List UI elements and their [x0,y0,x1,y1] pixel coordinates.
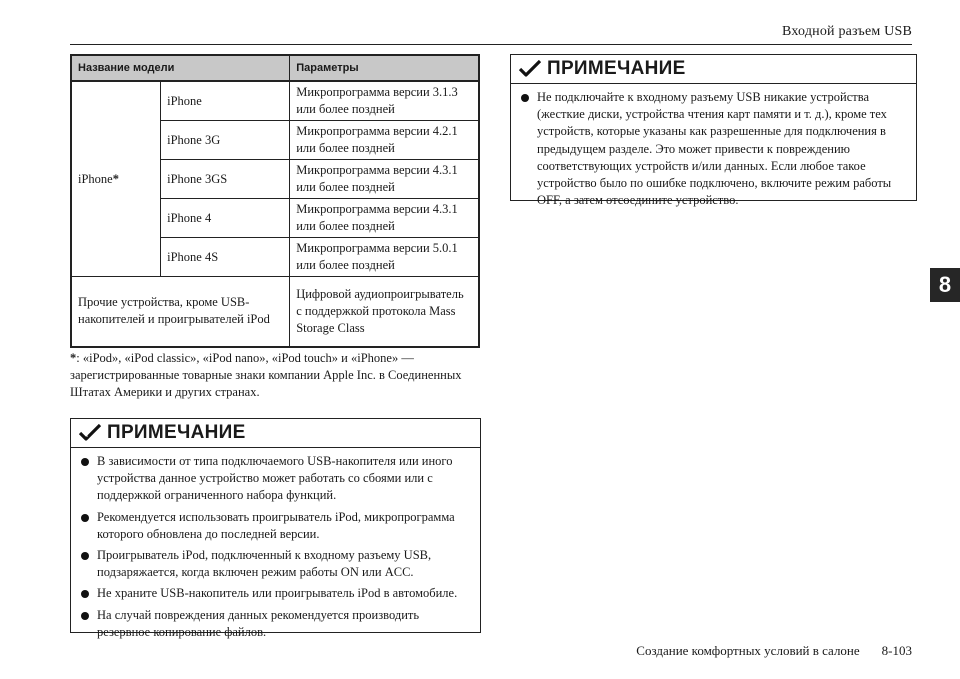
check-mark-icon [79,424,101,442]
group-label: iPhone [78,171,113,186]
note-item [521,89,906,209]
note-list [71,448,480,651]
footnote-text: : «iPod», «iPod classic», «iPod nano», «iPod touch» и «iPhone» — зарегистрированные товарные знаки компании Apple Inc. в Соединенных Штатах Америки и других странах. [70,351,462,399]
other-model-cell: Прочие устройства, кроме USB-накопителей и проигрывателей iPod [71,277,290,347]
param-cell: Микропрограмма версии 5.0.1 или более поздней [290,238,479,277]
note-item [81,585,470,602]
note-item-text: Не подключайте к входному разъему USB никакие устройства (жесткие диски, устройства чтения карт памяти и т. д.), кроме тех устройств, которые указаны как разрешенные для подключения в предыдущем разделе. Это может привести к повреждению соответствующих устройств и/или данных. Если любое такое устройство было по ошибке подключено, включите режим работы OFF, а затем отсоедините устройство. [537,90,892,208]
note-title: ПРИМЕЧАНИЕ [547,58,686,79]
param-cell: Микропрограмма версии 4.3.1 или более поздней [290,160,479,199]
note-item [81,453,470,505]
header-divider [70,44,912,45]
bullet-icon [81,458,89,466]
table-row [71,277,479,347]
note-item-text: Не храните USB-накопитель или проигрыватель iPod в автомобиле. [97,586,458,601]
footer-section: Создание комфортных условий в салоне [636,643,860,658]
bullet-icon [81,590,89,598]
model-cell: iPhone 3G [161,121,290,160]
check-mark-icon [519,60,541,78]
model-cell: iPhone 4 [161,199,290,238]
bullet-icon [81,612,89,620]
bullet-icon [81,514,89,522]
group-label-cell [71,81,161,277]
column-header-params: Параметры [290,55,479,81]
page-footer [636,643,912,659]
compatibility-table [70,54,480,348]
note-item-text: Проигрыватель iPod, подключенный к входному разъему USB, подзаряжается, когда включен режим работы ON или ACC. [97,548,432,580]
model-cell: iPhone [161,81,290,121]
note-header [511,55,916,84]
note-item [81,607,470,641]
param-cell: Микропрограмма версии 4.3.1 или более поздней [290,199,479,238]
page-number: 8-103 [881,643,912,658]
trademark-footnote [70,350,490,401]
footnote-marker: * [70,351,77,365]
model-cell: iPhone 3GS [161,160,290,199]
note-box-left [70,418,481,639]
note-item-text: Рекомендуется использовать проигрыватель iPod, микропрограмма которого обновлена до последней версии. [97,509,455,541]
bullet-icon [81,552,89,560]
column-header-model: Название модели [71,55,290,81]
note-list [511,84,916,219]
chapter-tab: 8 [930,268,960,302]
note-item-text: На случай повреждения данных рекомендуется производить резервное копирование файлов. [97,607,420,639]
param-cell: Микропрограмма версии 3.1.3 или более поздней [290,81,479,121]
other-param-cell: Цифровой аудиопроигрыватель с поддержкой протокола Mass Storage Class [290,277,479,347]
bullet-icon [521,94,529,102]
note-title: ПРИМЕЧАНИЕ [107,422,246,443]
model-cell: iPhone 4S [161,238,290,277]
note-item-text: В зависимости от типа подключаемого USB-накопителя или иного устройства данное устройство может работать со сбоями или с поддержкой ограниченного набора функций. [97,454,453,503]
note-item [81,547,470,581]
table-row [71,81,479,121]
page-header-title: Входной разъем USB [782,24,912,39]
note-box-right [510,54,917,208]
note-header [71,419,480,448]
note-item [81,509,470,543]
param-cell: Микропрограмма версии 4.2.1 или более поздней [290,121,479,160]
trademark-marker: * [112,171,119,186]
table-header-row [71,55,479,81]
